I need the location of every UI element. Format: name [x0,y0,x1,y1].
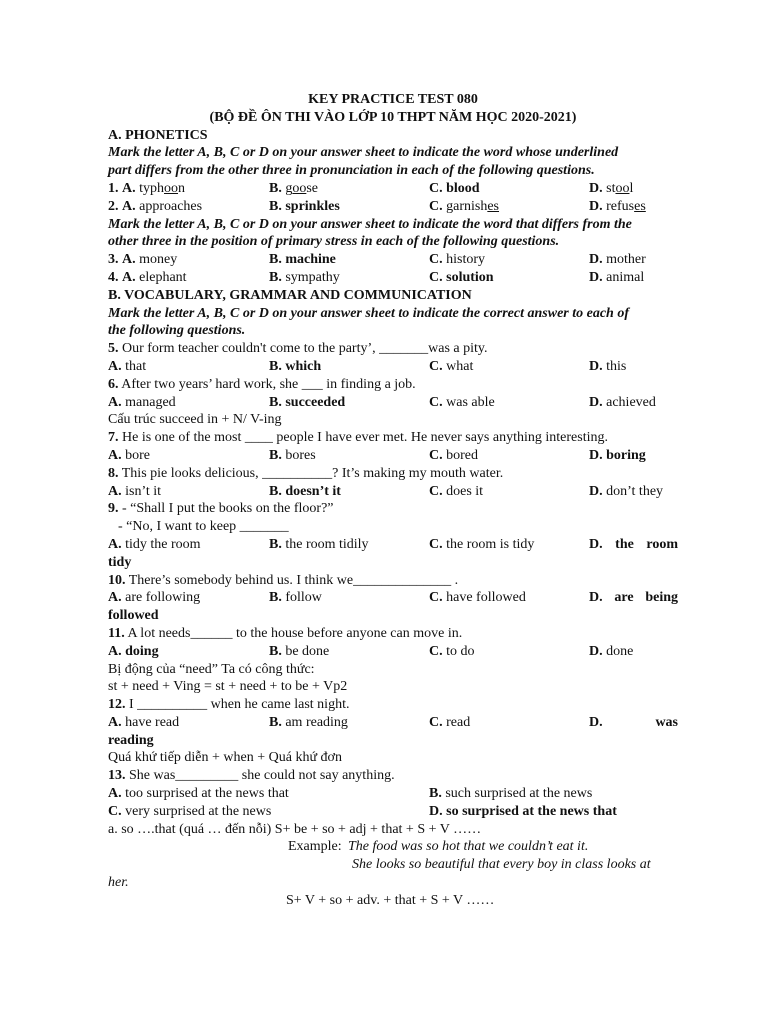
question-6-stem: 6. After two years’ hard work, she ___ in finding a job. [108,376,416,392]
option-b: B. am reading [269,714,348,730]
question-9-stem-reply: - “No, I want to keep _______ [118,519,289,535]
option-c: C. history [429,252,486,268]
option-c: C. does it [429,483,484,499]
question-11-stem: 11. A lot needs______ to the house before anyone can move in. [108,625,463,641]
option-d: D. so surprised at the news that [429,803,617,819]
option-b: B. bores [269,447,316,463]
option-d: D. was [589,714,678,730]
option-b: B. such surprised at the news [429,786,593,802]
example-line [108,856,678,874]
option-d: D. achieved [589,394,656,410]
question-2-options [108,198,678,216]
option-c: C. have followed [429,590,526,606]
section-a-heading: A. PHONETICS [108,127,208,143]
option-d: D. boring [589,447,646,463]
option-b: B. sympathy [269,269,340,285]
option-b: B. goose [269,180,319,196]
option-b: B. be done [269,643,330,659]
option-a: A. managed [108,394,176,410]
option-d: D. are being [589,590,678,606]
test-subtitle: (BỘ ĐỀ ÔN THI VÀO LỚP 10 THPT NĂM HỌC 2020-2021) [209,109,577,125]
option-d: D. refuses [589,198,646,214]
option-c: C. read [429,714,471,730]
document [108,91,678,910]
option-c: C. was able [429,394,495,410]
question-9-stem: 9. - “Shall I put the books on the floor?” [108,501,334,517]
option-a: 4. A. elephant [108,269,187,285]
option-b: B. succeeded [269,394,346,410]
instruction-line: other three in the position of primary stress in each of the following questions. [108,234,560,250]
example-sentence: She looks so beautiful that every boy in class looks at [352,857,651,873]
option-d: D. this [589,358,627,374]
instruction-line: the following questions. [108,323,246,339]
question-8-options [108,483,678,501]
option-c: C. solution [429,269,494,285]
option-d: D. done [589,643,634,659]
option-d-continuation: reading [108,732,154,748]
option-b: B. doesn’t it [269,483,341,499]
grammar-note: Bị động của “need” Ta có công thức: [108,661,315,677]
instruction-line: Mark the letter A, B, C or D on your answer sheet to indicate the word whose underlined [108,145,619,161]
option-c: C. to do [429,643,475,659]
question-8-stem: 8. This pie looks delicious, __________? It’s making my mouth water. [108,465,504,481]
option-a: A. bore [108,447,151,463]
question-13-stem: 13. She was_________ she could not say anything. [108,768,395,784]
option-a: A. tidy the room [108,536,201,552]
example-sentence: The food was so hot that we couldn’t eat it. [348,839,589,855]
option-d: D. stool [589,180,634,196]
question-10-stem: 10. There’s somebody behind us. I think we______________ . [108,572,459,588]
option-d: D. mother [589,252,646,268]
option-a: A. doing [108,643,159,659]
option-d: D. don’t they [589,483,664,499]
grammar-note: Quá khứ tiếp diễn + when + Quá khứ đơn [108,750,342,766]
instruction-line: Mark the letter A, B, C or D on your answer sheet to indicate the word that differs from the [108,216,632,232]
question-7-options [108,447,678,465]
option-a: A. isn’t it [108,483,162,499]
option-a: A. that [108,358,147,374]
option-b: B. which [269,358,322,374]
question-12-options [108,714,678,732]
question-7-stem: 7. He is one of the most ____ people I have ever met. He never says anything interesting. [108,430,608,446]
test-title: KEY PRACTICE TEST 080 [308,92,478,107]
option-c: C. the room is tidy [429,536,535,552]
question-10-options [108,589,678,607]
option-d-continuation: followed [108,608,159,624]
question-6-options [108,394,678,412]
option-b: B. the room tidily [269,536,369,552]
option-c: C. very surprised at the news [108,803,272,819]
question-4-options [108,269,678,287]
option-a: A. too surprised at the news that [108,786,289,802]
option-a: A. have read [108,714,180,730]
grammar-formula: S+ V + so + adv. + that + S + V …… [286,892,495,908]
question-13-options-ab [108,785,678,803]
question-13-options-cd [108,803,678,821]
option-c: C. garnishes [429,198,500,214]
option-d-continuation: tidy [108,554,132,570]
option-c: C. what [429,358,474,374]
option-b: B. sprinkles [269,198,340,214]
option-d: D. animal [589,269,645,285]
question-5-stem: 5. Our form teacher couldn't come to the party’, _______was a pity. [108,341,488,357]
option-c: C. blood [429,180,480,196]
option-c: C. bored [429,447,479,463]
option-b: B. follow [269,590,322,606]
option-a: 1. A. typhoon [108,180,186,196]
option-a: 3. A. money [108,252,178,268]
question-3-options [108,251,678,269]
example-line [108,838,678,856]
grammar-note: Cấu trúc succeed in + N/ V-ing [108,412,282,428]
instruction-line: Mark the letter A, B, C or D on your answer sheet to indicate the correct answer to each of [108,305,629,321]
question-9-options [108,536,678,554]
grammar-formula-line [108,892,678,910]
question-5-options [108,358,678,376]
grammar-formula: st + need + Ving = st + need + to be + Vp2 [108,679,348,695]
example-label: Example: [288,839,342,855]
option-a: A. are following [108,590,201,606]
grammar-rule: a. so ….that (quá … đến nỗi) S+ be + so + adj + that + S + V …… [108,821,482,837]
example-sentence-cont: her. [108,875,129,891]
option-a: 2. A. approaches [108,198,203,214]
option-d: D. the room [589,536,678,552]
question-11-options [108,643,678,661]
instruction-line: part differs from the other three in pronunciation in each of the following questions. [108,163,595,179]
question-1-options [108,180,678,198]
option-b: B. machine [269,252,336,268]
section-b-heading: B. VOCABULARY, GRAMMAR AND COMMUNICATION [108,287,472,303]
question-12-stem: 12. I __________ when he came last night. [108,697,350,713]
